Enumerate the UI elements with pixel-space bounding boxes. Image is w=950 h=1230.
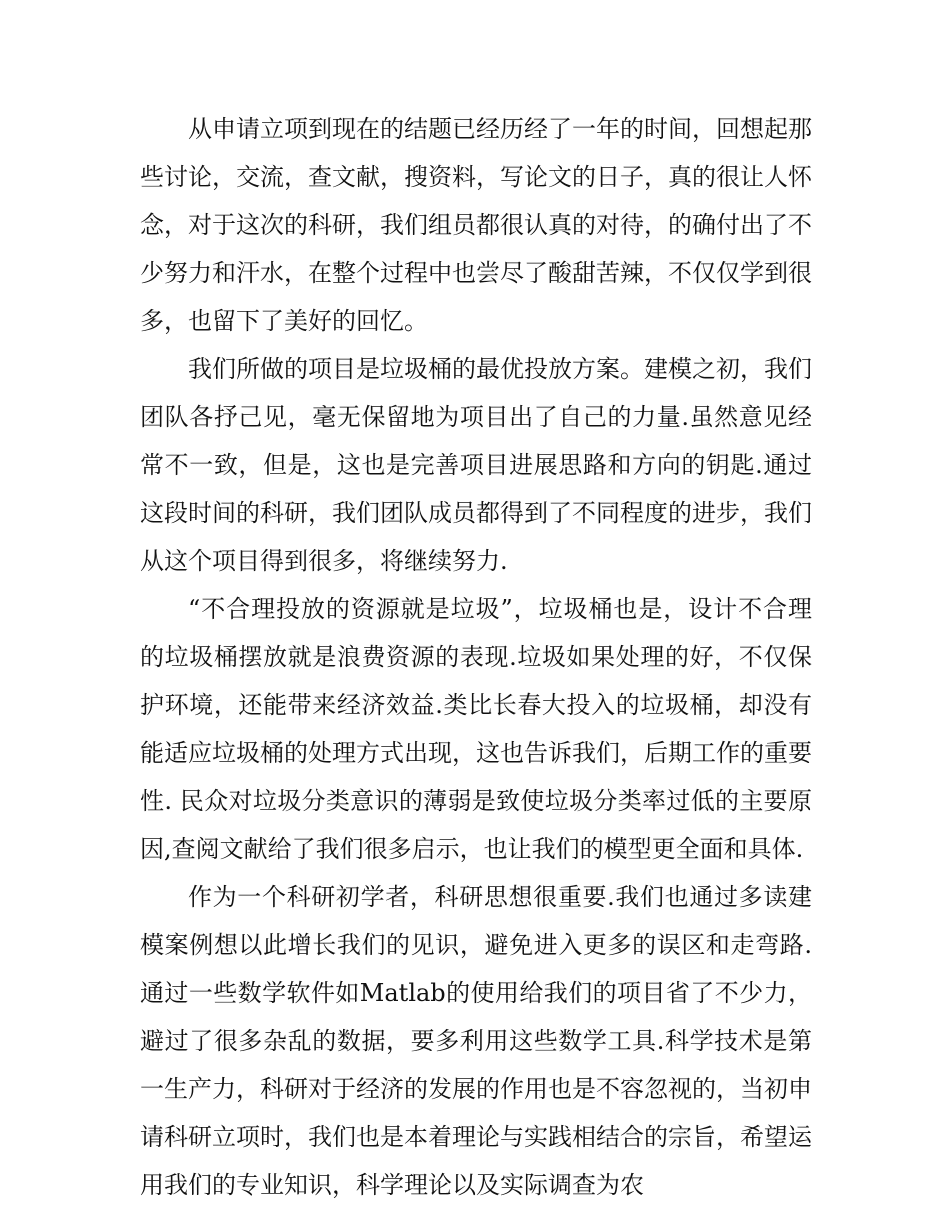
document-body (140, 105, 812, 1209)
paragraph-3: “不合理投放的资源就是垃圾”，垃圾桶也是，设计不合理的垃圾桶摆放就是浪费资源的表现.垃圾如果处理的好，不仅保护环境，还能带来经济效益.类比长春大投入的垃圾桶，却没有能适应垃圾桶的处理方式出现，这也告诉我们，后期工作的重要性. 民众对垃圾分类意识的薄弱是致使垃圾分类率过低的主要原因,查阅文献给了我们很多启示，也让我们的模型更全面和具体. (140, 595, 812, 863)
paragraph-2: 我们所做的项目是垃圾桶的最优投放方案。建模之初，我们团队各抒己见，毫无保留地为项目出了自己的力量.虽然意见经常不一致，但是，这也是完善项目进展思路和方向的钥匙.通过这段时间的科研，我们团队成员都得到了不同程度的进步，我们从这个项目得到很多，将继续努力. (140, 355, 812, 575)
paragraph-1: 从申请立项到现在的结题已经历经了一年的时间，回想起那些讨论，交流，查文献，搜资料，写论文的日子，真的很让人怀念，对于这次的科研，我们组员都很认真的对待，的确付出了不少努力和汗水，在整个过程中也尝尽了酸甜苦辣，不仅仅学到很多，也留下了美好的回忆。 (140, 115, 812, 335)
paragraph-4: 作为一个科研初学者，科研思想很重要.我们也通过多读建模案例想以此增长我们的见识，避免进入更多的误区和走弯路. 通过一些数学软件如Matlab的使用给我们的项目省了不少力，避过了很多杂乱的数据，要多利用这些数学工具.科学技术是第一生产力，科研对于经济的发展的作用也是不容忽视的，当初申请科研立项时，我们也是本着理论与实践相结合的宗旨，希望运用我们的专业知识，科学理论以及实际调查为农 (140, 883, 812, 1199)
